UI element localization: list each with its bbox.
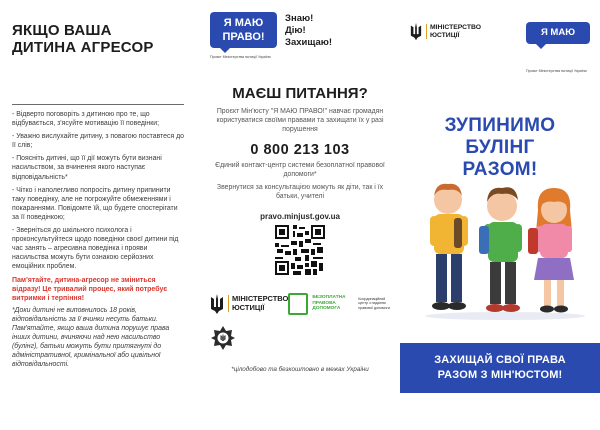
children-illustration [410, 172, 590, 322]
pravo-logo-block-right [526, 22, 590, 73]
slogan: Знаю! Дію! Захищаю! [285, 13, 333, 48]
left-panel [0, 0, 200, 430]
tip-item: - Чітко і наполегливо попросіть дитину припинити таку поведінку, але не погрожуйте обмеженнями і покараннями. Повідомте їй, що будете спостерігати за її поведінкою; [12, 186, 178, 221]
girl-right-figure [528, 188, 574, 313]
right-header [410, 22, 590, 73]
question-title: МАЄШ ПИТАННЯ? [232, 85, 368, 102]
pravo-logo-block [210, 12, 277, 59]
tip-item: - Зверніться до шкільного психолога і проконсультуйтеся щодо поведінки своєї дитини під час занять – агресивна поведінка і прояви насильства можуть бути ознакою серйозних емоційних проблем. [12, 227, 179, 271]
website-link[interactable]: pravo.minjust.gov.ua [260, 211, 340, 221]
left-divider [12, 104, 184, 105]
pravo-logo-subtitle-right: Проєкт Міністерства юстиції України [526, 69, 587, 73]
consult-text: Звернутися за консультацією можуть як діти, так і їх батьки, учителі [216, 183, 384, 200]
right-panel [400, 0, 600, 430]
pravo-logo-right: Я МАЮ ПРАВО! [526, 22, 590, 44]
warning-text: Пам'ятайте, дитина-агресор не зміниться відразу! Це тривалий процес, який потребує витримки і терпіння! [12, 276, 168, 302]
partner-logos [210, 293, 390, 315]
main-slogan: ЗУПИНИМО БУЛІНГ РАЗОМ! [444, 115, 556, 180]
police-star-icon [210, 325, 236, 351]
middle-panel [200, 0, 400, 430]
tip-item: - Поясніть дитині, що її дії можуть бути визнані насильством, за вчинення якого наступає відповідальність* [12, 155, 162, 181]
project-description: Проєкт Мін'юсту "Я МАЮ ПРАВО!" навчає громадян користуватися своїми правами та захищати їх у разі порушення [216, 108, 384, 133]
pravo-logo: Я МАЮ ПРАВО! [210, 12, 277, 48]
free-legal-aid-logo: БЕЗОПЛАТНА ПРАВОВА ДОПОМОГА [288, 293, 352, 315]
legal-aid-mark-icon [288, 293, 308, 315]
boy-left-figure [430, 184, 468, 310]
tip-item: - Відверто поговоріть з дитиною про те, що відбувається, з'ясуйте мотивацію її поведінки; [12, 111, 160, 128]
contact-center-text: Єдиний контакт-центр системи безоплатної правової допомоги* [215, 162, 385, 179]
trident-icon [210, 293, 224, 315]
ministry-logo-right: МІНІСТЕРСТВО ЮСТИЦІЇ [410, 22, 481, 41]
police-logo-block [210, 325, 390, 356]
ministry-logo: МІНІСТЕРСТВО ЮСТИЦІЇ [210, 293, 288, 315]
footnote: *цілодобово та безкоштовно в межах України [231, 365, 369, 373]
tips-list [12, 110, 184, 272]
coordination-center-text: Координаційний центр з надання правової допомоги [358, 297, 390, 310]
left-title: ЯКЩО ВАША ДИТИНА АГРЕСОР [12, 22, 154, 56]
bottom-banner: ЗАХИЩАЙ СВОЇ ПРАВА РАЗОМ З МІН'ЮСТОМ! [400, 343, 600, 393]
pravo-header [210, 12, 390, 59]
responsibility-note: *Доки дитині не виповнилось 18 років, відповідальність за її вчинки несуть батьки. Пам'ятайте, якщо ваша дитина порушує права інших дитини, вчиняючи над нею насильство (булінг), батьки можуть бути притягнуті до адміністративної, кримінальної або цивільної відповідальності. [12, 306, 170, 369]
pravo-logo-subtitle: Проєкт Міністерства юстиції України [210, 55, 271, 59]
trident-icon [410, 22, 422, 41]
boy-middle-figure [479, 187, 522, 312]
hotline-phone[interactable]: 0 800 213 103 [250, 142, 350, 159]
tip-item: - Уважно вислухайте дитину, з повагою поставтеся до її слів; [12, 133, 184, 150]
qr-code-icon[interactable] [275, 225, 325, 275]
